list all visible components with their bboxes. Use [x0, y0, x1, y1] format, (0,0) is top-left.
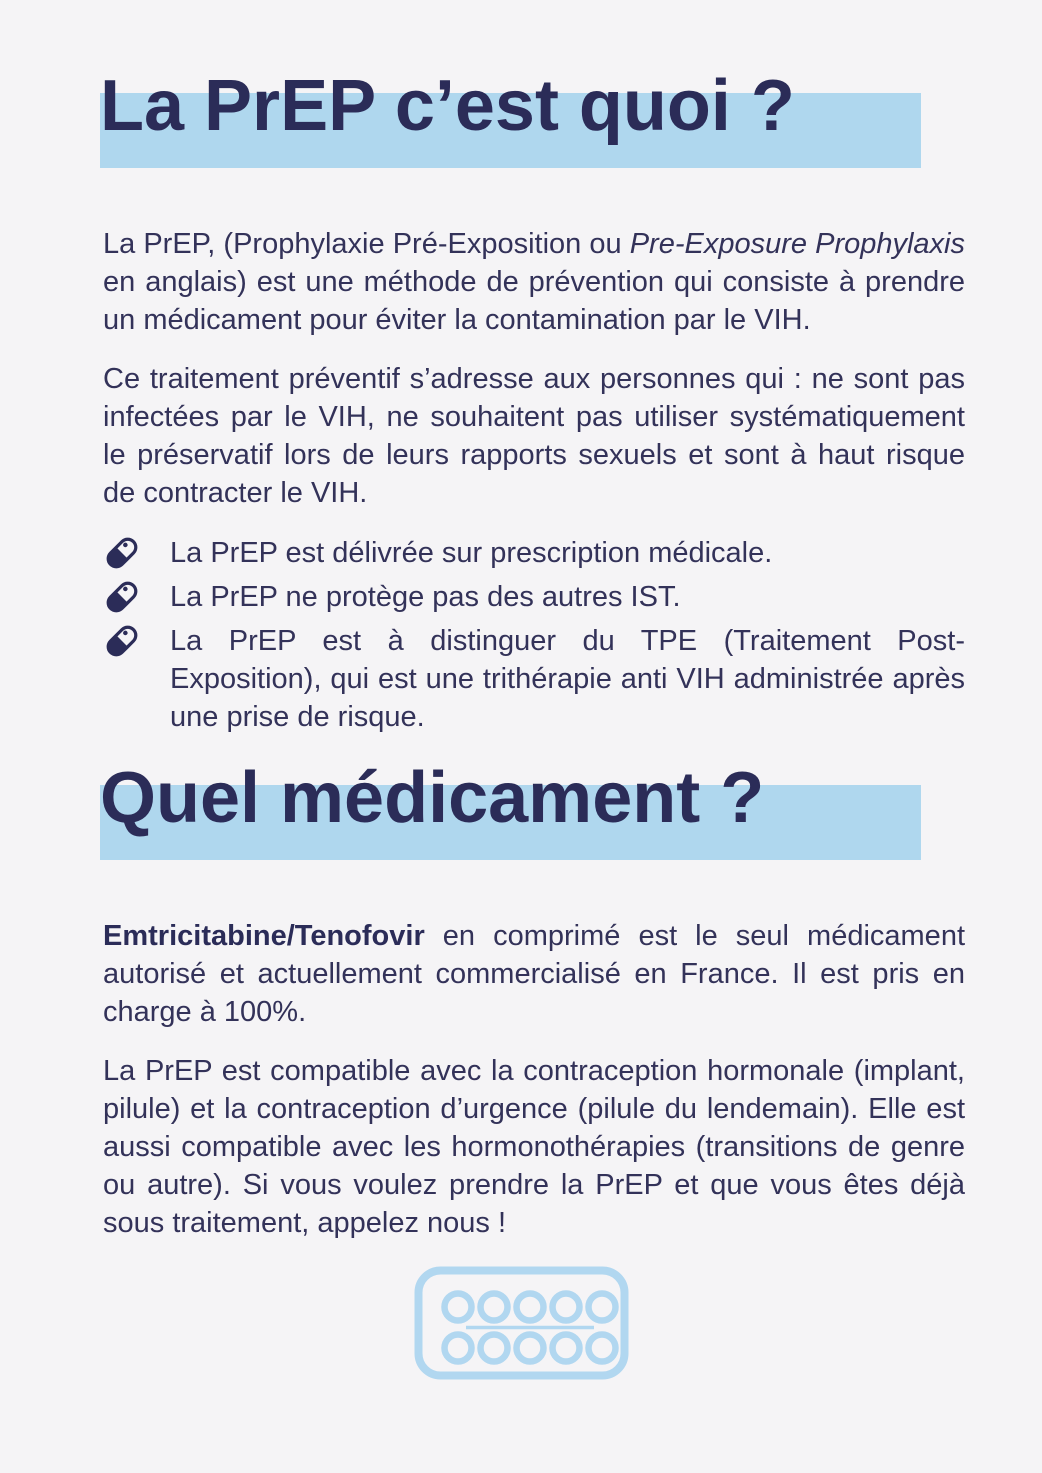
spacer — [0, 167, 1042, 225]
list-item — [103, 578, 965, 616]
section2-title — [100, 758, 1042, 859]
medication-name: Emtricitabine/Tenofovir — [103, 920, 425, 952]
spacer — [0, 859, 1042, 917]
list-item-text: La PrEP est délivrée sur prescription médicale. — [170, 537, 773, 569]
list-item-text: La PrEP ne protège pas des autres IST. — [170, 581, 681, 613]
paragraph-text-italic: Pre-Exposure Prophylaxis — [629, 228, 966, 260]
pill-icon — [103, 622, 141, 660]
top-margin — [0, 0, 1042, 70]
footer-illustration — [0, 1266, 1042, 1385]
section-title-text: Quel médicament ? — [100, 758, 765, 838]
pill-blister-icon — [414, 1367, 629, 1384]
pill-icon — [103, 534, 141, 572]
list-item — [103, 622, 965, 736]
section1-title — [100, 66, 1042, 167]
paragraph-medication — [103, 917, 965, 1031]
paragraph-text: en comprimé est le seul médicament autorisé et actuellement commercialisé en France. Il est pris en charge à 100%. — [103, 920, 965, 1028]
paragraph-text: en anglais) est une méthode de prévention qui consiste à prendre un médicament pour éviter la contamination par le VIH. — [103, 266, 965, 336]
prep-facts-list — [103, 534, 965, 736]
pill-icon — [103, 578, 141, 616]
list-item — [103, 534, 965, 572]
list-item-text: La PrEP est à distinguer du TPE (Traitement Post-Exposition), qui est une trithérapie anti VIH administrée après une prise de risque. — [170, 625, 965, 733]
section1-body — [103, 225, 965, 736]
paragraph-target-audience: Ce traitement préventif s’adresse aux personnes qui : ne sont pas infectées par le VIH, ne souhaitent pas utiliser systématiquement le préservatif lors de leurs rapports sexuels et sont à haut risque de contracter le VIH. — [103, 363, 965, 509]
page-title: La PrEP c’est quoi ? — [100, 66, 795, 146]
section2-body — [103, 917, 965, 1242]
paragraph-compatibility: La PrEP est compatible avec la contraception hormonale (implant, pilule) et la contraception d’urgence (pilule du lendemain). Elle est aussi compatible avec les hormonothérapies (transitions de genre ou autre). Si vous voulez prendre la PrEP et que vous êtes déjà sous traitement, appelez nous ! — [103, 1055, 965, 1239]
paragraph-prep-definition — [103, 225, 965, 339]
paragraph-text: La PrEP, (Prophylaxie Pré-Exposition ou — [103, 228, 630, 260]
